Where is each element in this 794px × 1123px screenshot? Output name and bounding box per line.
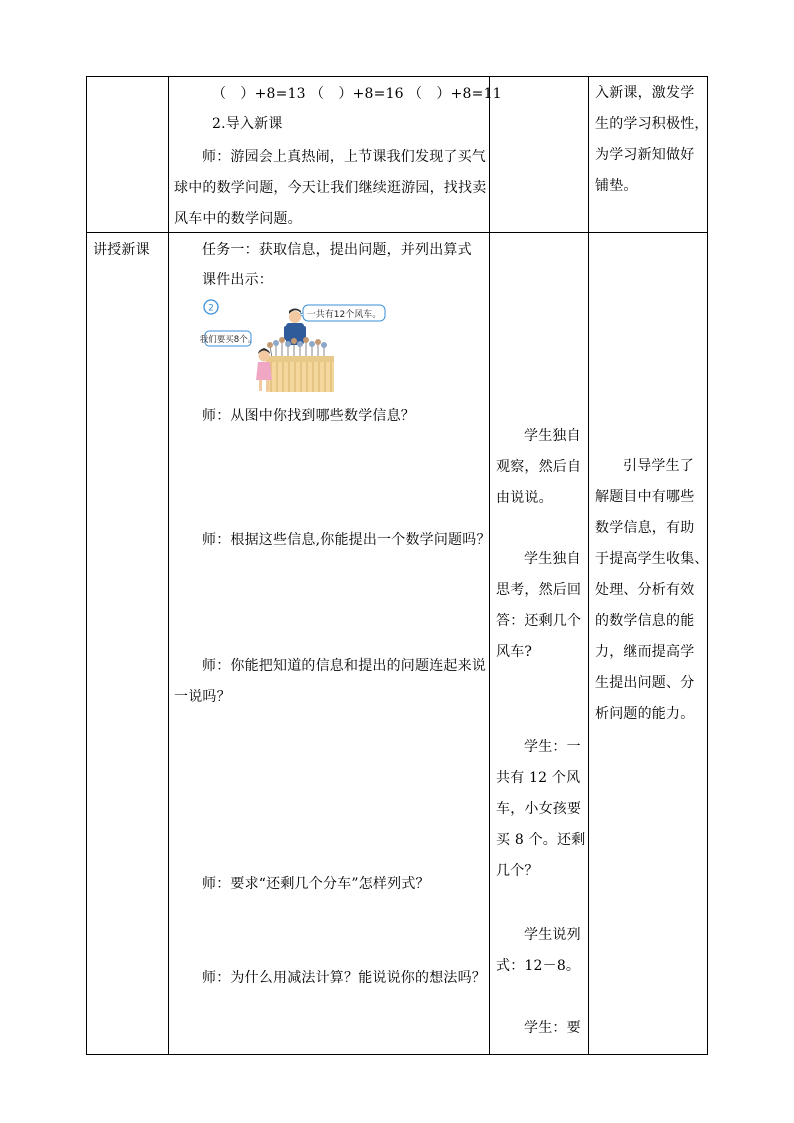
equation-blank: （ ）+8=13 [212, 86, 306, 102]
stall-table [266, 356, 334, 392]
student-line: 学生独自 [524, 428, 581, 444]
student-line: 式：12－8。 [496, 958, 581, 974]
teacher-intro-paragraph [174, 142, 486, 235]
purpose-line: 数学信息，有助 [595, 520, 695, 536]
student-activity [496, 920, 581, 982]
purpose-line: 为学习新知做好 [595, 147, 695, 163]
student-activity [496, 421, 581, 514]
courseware-label: 课件出示： [202, 272, 273, 288]
student-activity [496, 1013, 581, 1044]
student-line: 学生：要 [524, 1020, 581, 1036]
teacher-question: 师：为什么用减法计算？能说说你的想法吗？ [202, 970, 486, 986]
purpose-line: 析问题的能力。 [595, 706, 695, 722]
student-line: 学生独自 [524, 551, 581, 567]
purpose-line: 力，继而提高学 [595, 644, 695, 660]
teacher-intro-line: 师：游园会上真热闹，上节课我们发现了买气 [202, 149, 486, 165]
teacher-question: 师：根据这些信息,你能提出一个数学问题吗？ [202, 532, 491, 548]
student-line: 学生：一 [524, 739, 581, 755]
student-line: 学生说列 [524, 927, 581, 943]
problem-number: 2 [208, 303, 214, 314]
design-purpose-paragraph [595, 451, 709, 730]
student-line: 答：还剩几个 [496, 613, 582, 629]
intro-purpose-paragraph [595, 78, 709, 202]
equation-blank: （ ）+8=11 [408, 86, 502, 102]
speech-man-text: 一共有12个风车。 [306, 310, 382, 320]
pinwheel-stall-illustration [200, 296, 390, 398]
student-activity [496, 732, 585, 887]
student-line: 共有 12 个风 [496, 770, 581, 786]
speech-girl-text: 我们要买8个。 [200, 335, 257, 345]
purpose-line: 入新课，激发学 [595, 85, 695, 101]
student-line: 买 8 个。还剩 [496, 832, 586, 848]
teacher-question-paragraph [174, 651, 486, 713]
equation-blank: （ ）+8=16 [310, 86, 404, 102]
section-label: 2.导入新课 [212, 116, 283, 132]
student-line: 思考，然后回 [496, 582, 582, 598]
purpose-line: 引导学生了 [623, 458, 694, 474]
table-border-bottom [86, 1054, 708, 1055]
table-column-divider [588, 76, 589, 1055]
student-line: 由说说。 [496, 490, 553, 506]
teacher-question: 师：从图中你找到哪些数学信息？ [202, 408, 415, 424]
teacher-question-line: 一说吗？ [174, 689, 231, 705]
stage-label: 讲授新课 [93, 242, 150, 258]
purpose-line: 生的学习积极性， [595, 116, 709, 132]
table-column-divider [489, 76, 490, 1055]
teacher-intro-line: 风车中的数学问题。 [174, 211, 302, 227]
teacher-question-line: 师：你能把知道的信息和提出的问题连起来说 [202, 658, 486, 674]
purpose-line: 生提出问题、分 [595, 675, 695, 691]
student-line: 风车? [496, 644, 533, 660]
purpose-line: 解题目中有哪些 [595, 489, 695, 505]
purpose-line: 的数学信息的能 [595, 613, 695, 629]
task-title: 任务一：获取信息，提出问题，并列出算式 [202, 242, 472, 258]
student-line: 几个？ [496, 863, 539, 879]
student-activity [496, 544, 581, 668]
purpose-line: 铺垫。 [595, 178, 638, 194]
table-border-top [86, 76, 708, 77]
purpose-line: 处理、分析有效 [595, 582, 695, 598]
teacher-question: 师：要求“还剩几个分车”怎样列式？ [202, 876, 430, 892]
teacher-intro-line: 球中的数学问题，今天让我们继续逛游园，找找卖 [174, 180, 487, 196]
purpose-line: 于提高学生收集、 [595, 551, 709, 567]
student-line: 观察，然后自 [496, 459, 582, 475]
table-column-divider [168, 76, 169, 1055]
student-line: 车，小女孩要 [496, 801, 582, 817]
table-border-left [86, 76, 87, 1055]
